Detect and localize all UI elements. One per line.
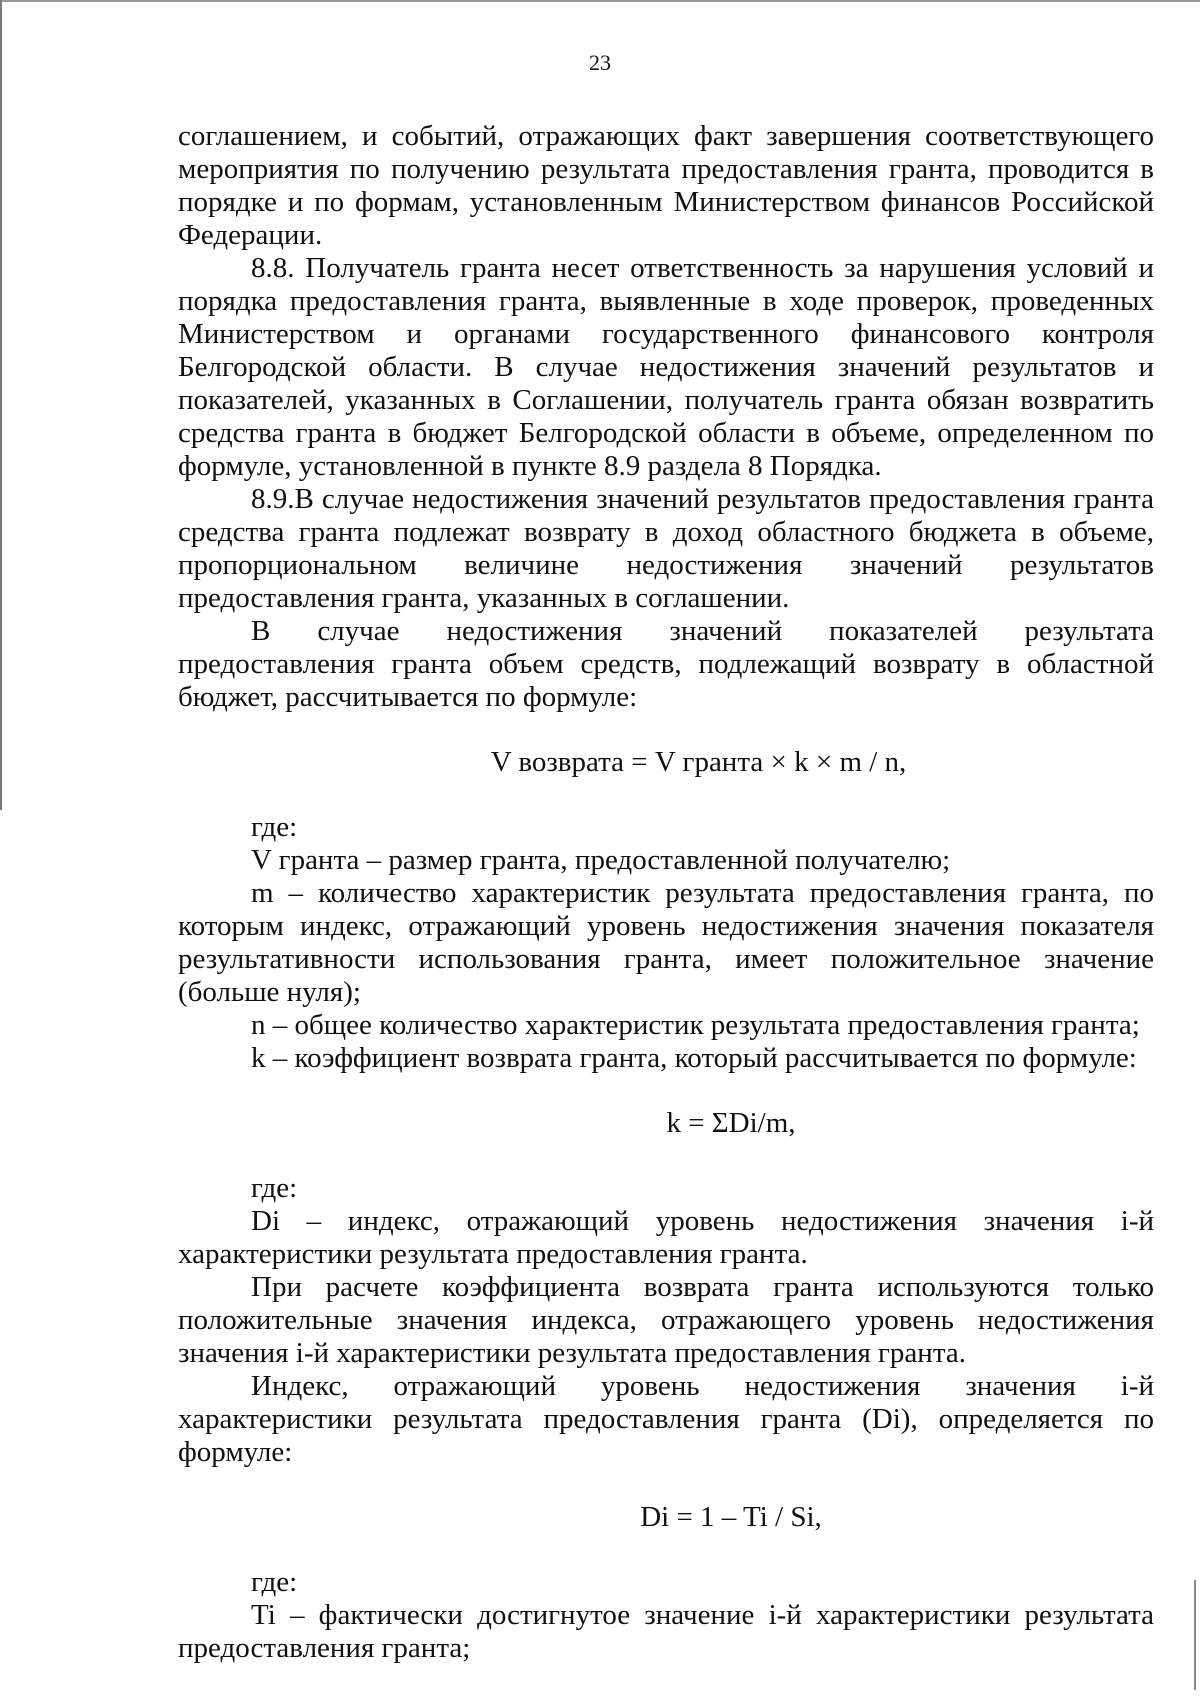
scan-edge-left bbox=[0, 0, 2, 810]
scan-edge-top bbox=[0, 0, 1200, 2]
paragraph-8-9: 8.9.В случае недостижения значений результатов предоставления гранта средства гранта подлежат возврату в доход областного бюджета в объеме, пропорциональном величине недостижения значений результатов предоставления гранта, указанных в соглашении. bbox=[178, 483, 1154, 614]
where-label-2: где: bbox=[251, 1172, 298, 1204]
formula-return-volume: V возврата = V гранта × k × m / n, bbox=[490, 746, 907, 778]
definition-n: n – общее количество характеристик результата предоставления гранта; bbox=[251, 1009, 1140, 1041]
paragraph-positive-values: При расчете коэффициента возврата гранта используются только положительные значения индекса, отражающего уровень недостижения значения i-й характеристики результата предоставления гранта. bbox=[178, 1271, 1154, 1369]
definition-ti: Ti – фактически достигнутое значение i-й характеристики результата предоставления гранта; bbox=[178, 1599, 1154, 1664]
paragraph-8-8: 8.8. Получатель гранта несет ответственность за нарушения условий и порядка предоставления гранта, выявленные в ходе проверок, проведенных Министерством и органами государственного финансового контроля Белгородской области. В случае недостижения значений результатов и показателей, указанных в Соглашении, получатель гранта обязан возвратить средства гранта в бюджет Белгородской области в объеме, определенном по формуле, установленной в пункте 8.9 раздела 8 Порядка. bbox=[178, 252, 1154, 482]
where-label-3: где: bbox=[251, 1566, 298, 1598]
where-label-1: где: bbox=[251, 811, 298, 843]
definition-v-grant: V гранта – размер гранта, предоставленной получателю; bbox=[251, 844, 951, 876]
definition-m: m – количество характеристик результата предоставления гранта, по которым индекс, отражающий уровень недостижения значения показателя результативности использования гранта, имеет положительное значение (больше нуля); bbox=[178, 877, 1154, 1008]
paragraph-continuation: соглашением, и событий, отражающих факт завершения соответствующего мероприятия по получению результата предоставления гранта, проводится в порядке и по формам, установленным Министерством финансов Российской Федерации. bbox=[178, 120, 1154, 251]
paragraph-index-intro: Индекс, отражающий уровень недостижения значения i-й характеристики результата предоставления гранта (Di), определяется по формуле: bbox=[178, 1370, 1154, 1468]
formula-index-di: Di = 1 – Ti / Si, bbox=[640, 1501, 822, 1533]
formula-coefficient-k: k = ΣDi/m, bbox=[666, 1107, 796, 1139]
document-body bbox=[178, 120, 1154, 1665]
definition-k: k – коэффициент возврата гранта, который рассчитывается по формуле: bbox=[251, 1042, 1137, 1074]
page-number: 23 bbox=[589, 50, 611, 75]
paragraph-formula-intro: В случае недостижения значений показателей результата предоставления гранта объем средств, подлежащий возврату в областной бюджет, рассчитывается по формуле: bbox=[178, 615, 1154, 713]
definition-di: Di – индекс, отражающий уровень недостижения значения i-й характеристики результата предоставления гранта. bbox=[178, 1205, 1154, 1270]
scan-edge-right bbox=[1194, 1580, 1196, 1690]
